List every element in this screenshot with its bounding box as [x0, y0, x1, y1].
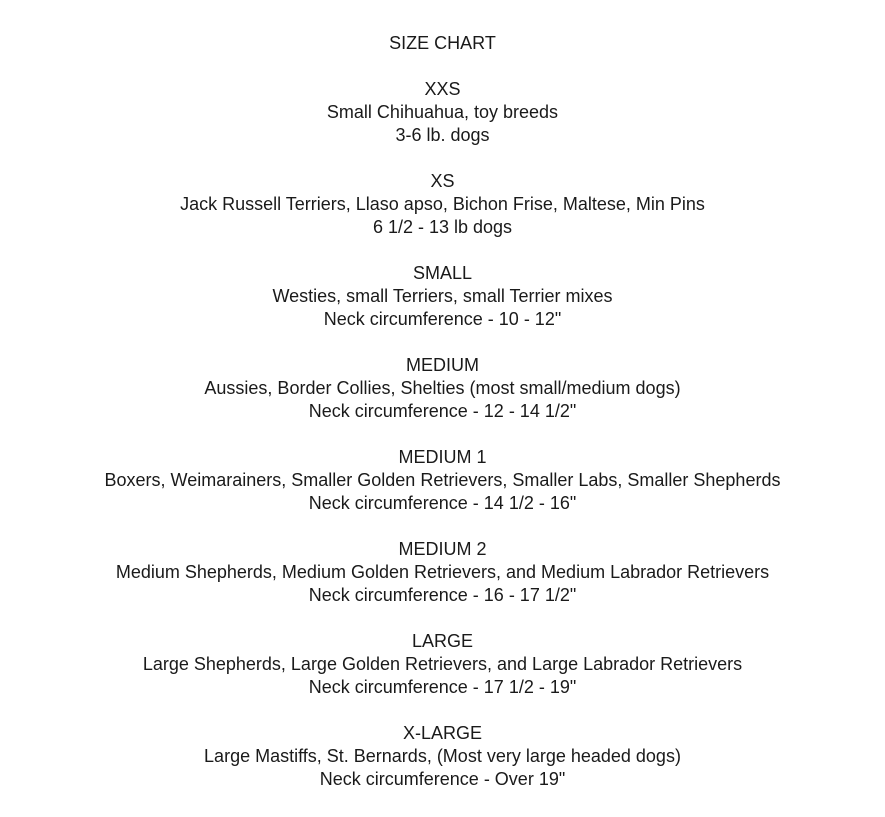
size-breeds: Large Mastiffs, St. Bernards, (Most very large headed dogs) [204, 746, 681, 766]
size-name: MEDIUM 1 [398, 447, 487, 467]
size-name: LARGE [411, 631, 474, 651]
size-block-large [0, 630, 885, 699]
size-block-xxs [0, 78, 885, 147]
size-measure: 3-6 lb. dogs [395, 125, 490, 145]
size-measure: Neck circumference - 12 - 14 1/2" [308, 401, 577, 421]
size-block-x-large [0, 722, 885, 791]
size-block-medium-1 [0, 446, 885, 515]
size-breeds: Jack Russell Terriers, Llaso apso, Bichon Frise, Maltese, Min Pins [180, 194, 705, 214]
size-measure: Neck circumference - 17 1/2 - 19" [308, 677, 577, 697]
size-breeds: Large Shepherds, Large Golden Retrievers, and Large Labrador Retrievers [142, 654, 743, 674]
size-name: SMALL [412, 263, 473, 283]
page-title: SIZE CHART [389, 33, 496, 53]
size-block-small [0, 262, 885, 331]
size-breeds: Small Chihuahua, toy breeds [326, 102, 559, 122]
size-block-xs [0, 170, 885, 239]
size-block-medium [0, 354, 885, 423]
size-measure: 6 1/2 - 13 lb dogs [372, 217, 513, 237]
size-name: MEDIUM 2 [398, 539, 487, 559]
size-measure: Neck circumference - 10 - 12" [323, 309, 562, 329]
size-breeds: Boxers, Weimarainers, Smaller Golden Retrievers, Smaller Labs, Smaller Shepherds [104, 470, 781, 490]
size-measure: Neck circumference - 16 - 17 1/2" [308, 585, 577, 605]
size-name: XS [430, 171, 455, 191]
size-breeds: Aussies, Border Collies, Shelties (most small/medium dogs) [204, 378, 681, 398]
size-breeds: Westies, small Terriers, small Terrier mixes [272, 286, 613, 306]
size-measure: Neck circumference - 14 1/2 - 16" [308, 493, 577, 513]
size-breeds: Medium Shepherds, Medium Golden Retrievers, and Medium Labrador Retrievers [115, 562, 770, 582]
size-block-medium-2 [0, 538, 885, 607]
size-measure: Neck circumference - Over 19" [319, 769, 566, 789]
size-name: XXS [424, 79, 461, 99]
size-name: MEDIUM [406, 355, 479, 375]
size-name: X-LARGE [402, 723, 483, 743]
